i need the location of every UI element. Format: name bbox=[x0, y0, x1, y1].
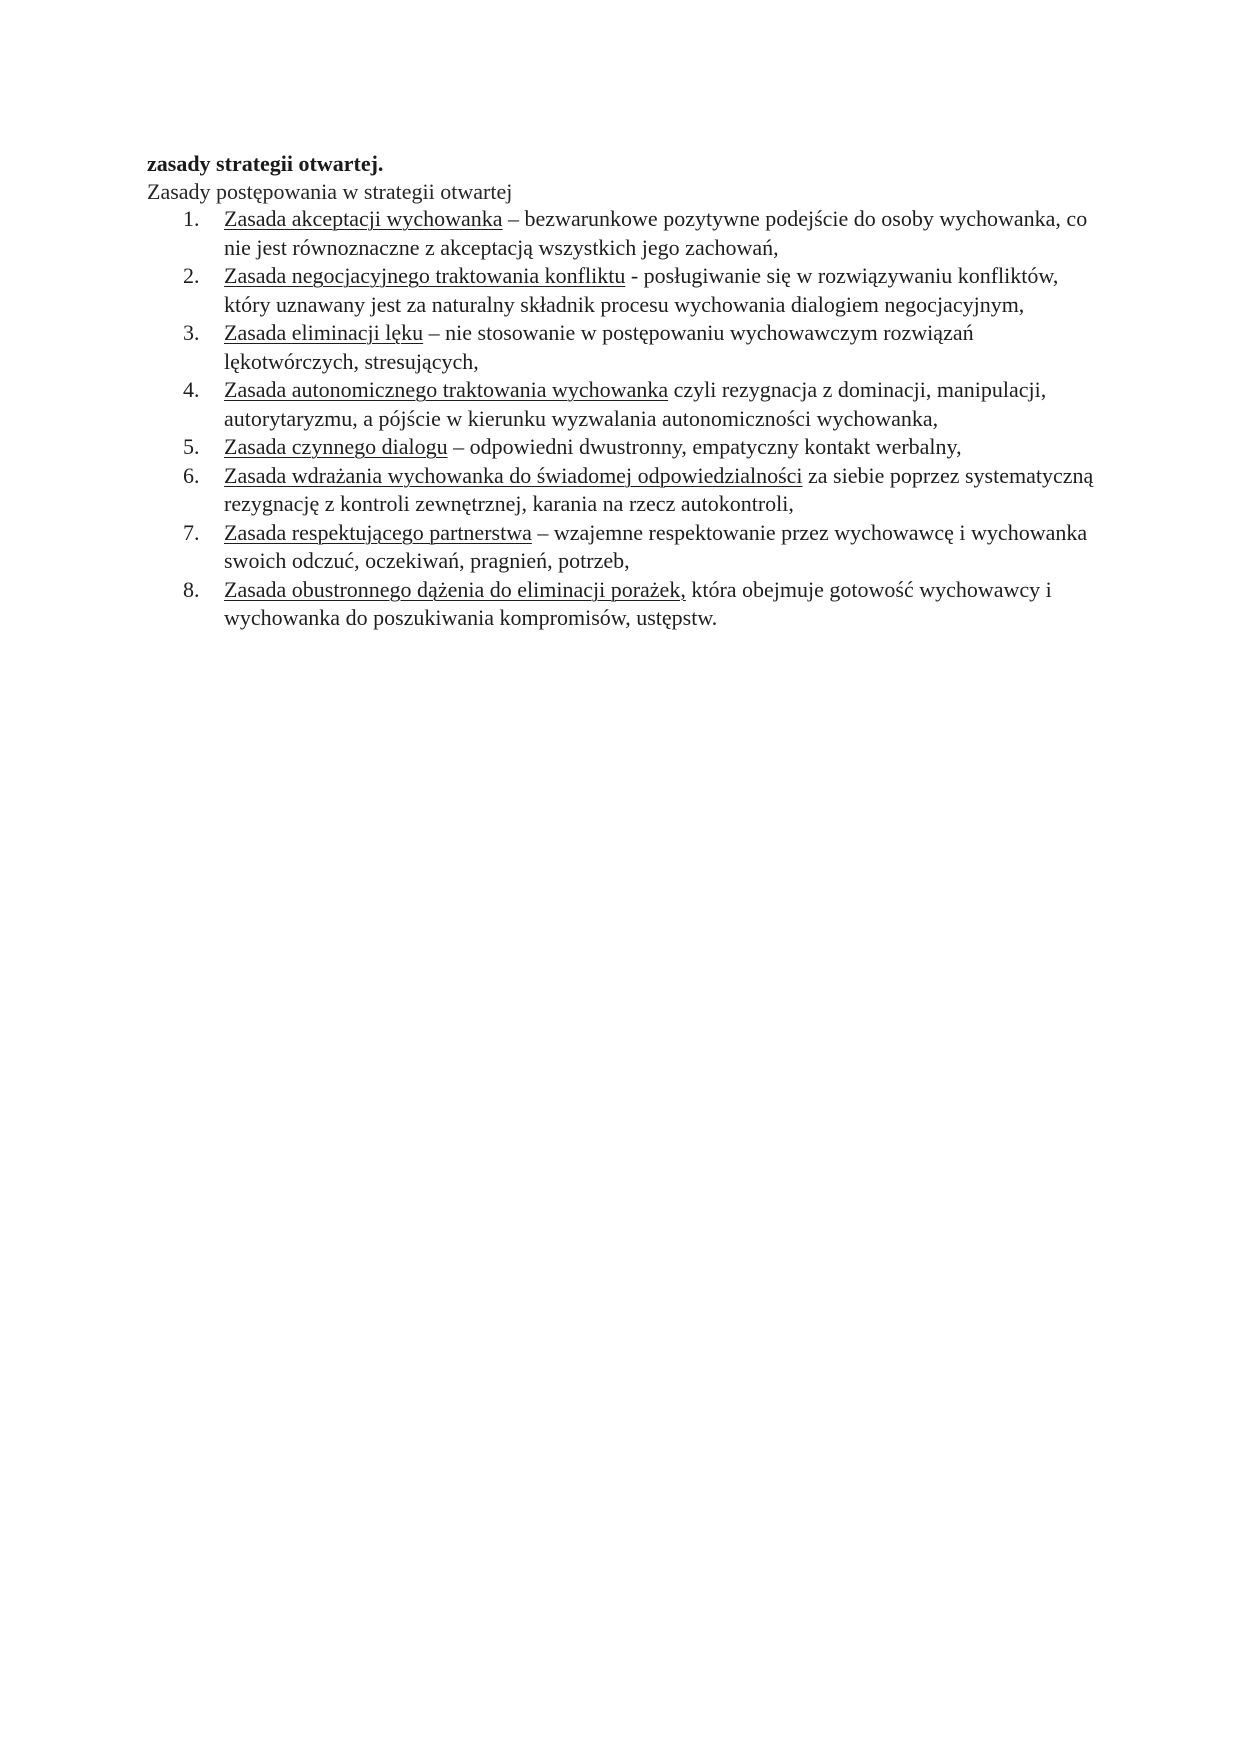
document-subtitle: Zasady postępowania w strategii otwartej bbox=[147, 179, 513, 204]
rule-name: Zasada autonomicznego traktowania wychowanka bbox=[224, 377, 669, 402]
document-content bbox=[147, 150, 1107, 633]
list-item bbox=[147, 462, 1107, 519]
list-item bbox=[147, 576, 1107, 633]
list-item-number: 3. bbox=[183, 320, 200, 345]
list-item-number: 6. bbox=[183, 462, 200, 488]
rule-name: Zasada negocjacyjnego traktowania konfliktu bbox=[224, 263, 626, 288]
list-item-number: 2. bbox=[183, 263, 200, 288]
rule-description: – wzajemne respektowanie przez wychowawcę i wychowanka swoich odczuć, oczekiwań, pragnień, potrzeb, bbox=[224, 519, 1088, 573]
rule-description: – nie stosowanie w postępowaniu wychowawczym rozwiązań lękotwórczych, stresujących, bbox=[224, 320, 974, 374]
list-item-number: 8. bbox=[183, 576, 200, 602]
list-item bbox=[147, 262, 1107, 319]
list-item bbox=[147, 433, 1107, 462]
document-title: zasady strategii otwartej. bbox=[147, 151, 384, 176]
rules-list bbox=[147, 205, 1107, 633]
list-item-number: 5. bbox=[183, 434, 200, 459]
rule-name: Zasada wdrażania wychowanka do świadomej odpowiedzialności bbox=[224, 462, 803, 488]
list-item-number: 1. bbox=[183, 206, 200, 231]
rule-description: która obejmuje gotowość wychowawcy i wychowanka do poszukiwania kompromisów, ustępstw. bbox=[224, 576, 1052, 630]
rule-name: Zasada respektującego partnerstwa bbox=[224, 519, 532, 545]
rule-name: Zasada czynnego dialogu bbox=[224, 434, 448, 459]
rule-name: Zasada obustronnego dążenia do eliminacji porażek, bbox=[224, 576, 686, 602]
list-item-number: 4. bbox=[183, 377, 200, 402]
list-item bbox=[147, 205, 1107, 262]
rule-name: Zasada eliminacji lęku bbox=[224, 320, 424, 345]
rule-description: – odpowiedni dwustronny, empatyczny kontakt werbalny, bbox=[447, 434, 962, 459]
list-item bbox=[147, 319, 1107, 376]
rule-description: - posługiwanie się w rozwiązywaniu konfliktów, który uznawany jest za naturalny składnik procesu wychowania dialogiem negocjacyjnym, bbox=[224, 263, 1059, 317]
rule-description: – bezwarunkowe pozytywne podejście do osoby wychowanka, co nie jest równoznaczne z akceptacją wszystkich jego zachowań, bbox=[224, 206, 1088, 260]
rule-description: za siebie poprzez systematyczną rezygnację z kontroli zewnętrznej, karania na rzecz autokontroli, bbox=[224, 462, 1094, 516]
list-item bbox=[147, 376, 1107, 433]
rule-description: czyli rezygnacja z dominacji, manipulacji, autorytaryzmu, a pójście w kierunku wyzwalania autonomiczności wychowanka, bbox=[224, 377, 1047, 431]
rule-name: Zasada akceptacji wychowanka bbox=[224, 206, 503, 231]
list-item bbox=[147, 519, 1107, 576]
list-item-number: 7. bbox=[183, 519, 200, 545]
